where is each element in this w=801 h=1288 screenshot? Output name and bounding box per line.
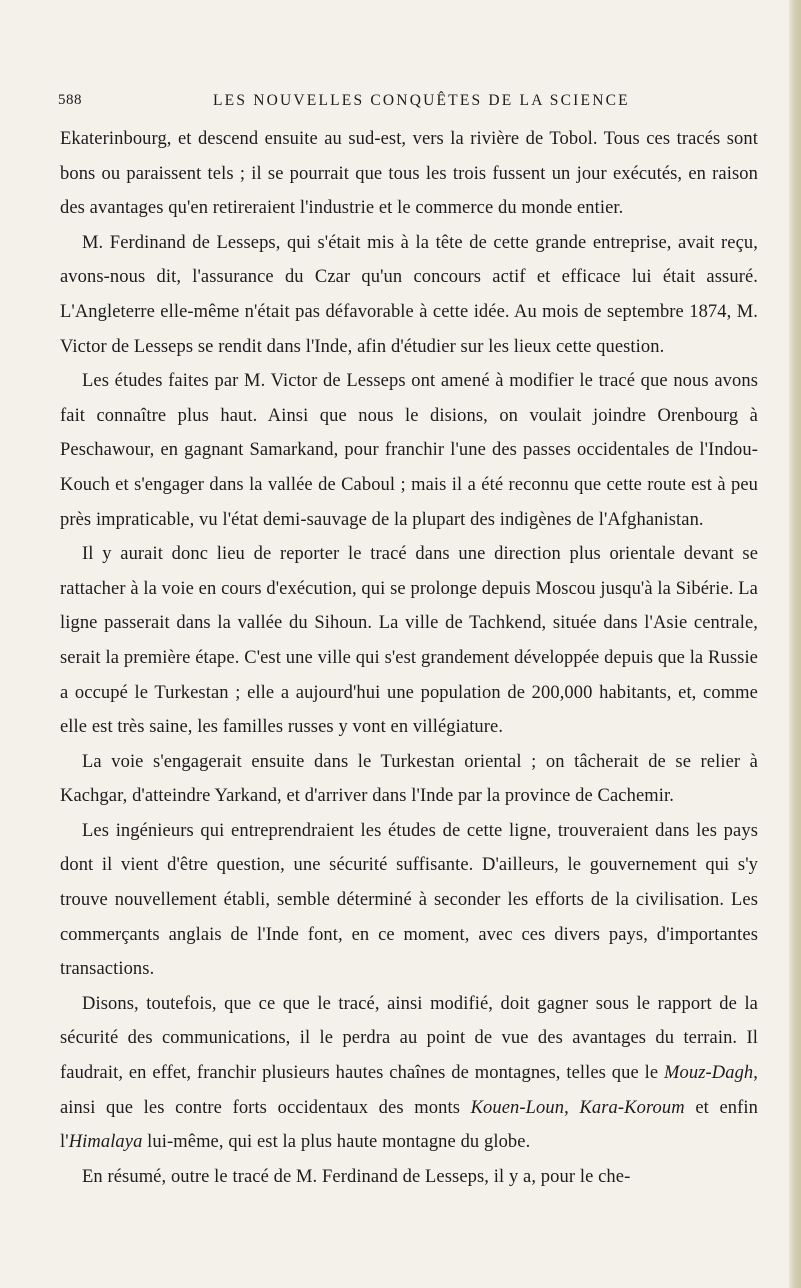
paragraph-1: Ekaterinbourg, et descend ensuite au sud-est, vers la rivière de Tobol. Tous ces tracés sont bons ou paraissent tels ; il se pourrait que tous les trois fussent un jour exécutés, en raison des avantages qu'en retireraient l'industrie et le commerce du monde entier.: [60, 129, 758, 219]
running-title: LES NOUVELLES CONQUÊTES DE LA SCIENCE: [213, 92, 630, 109]
mountain-kouen-loun: Kouen-Loun: [470, 1097, 565, 1118]
paragraph-7: [60, 987, 758, 1160]
paragraph-7-text-b: , ainsi que les contre forts occidentaux des monts: [60, 1063, 758, 1118]
paragraph-7-text-a: Disons, toutefois, que ce que le tracé, ainsi modifié, doit gagner sous le rapport de la sécurité des communications, il le perdra au point de vue des avantages du terrain. Il faudrait, en effet, franchir plusieurs hautes chaînes de montagnes, telles que le: [60, 993, 758, 1084]
page-number: 588: [58, 92, 82, 108]
paragraph-7-text-e: lui-même, qui est la plus haute montagne du globe.: [142, 1132, 531, 1153]
paragraph-6: Les ingénieurs qui entreprendraient les études de cette ligne, trouveraient dans les pays dont il vient d'être question, une sécurité suffisante. D'ailleurs, le gouvernement qui s'y trouve nouvellement établi, semble déterminé à seconder les efforts de la civilisation. Les commerçants anglais de l'Inde font, en ce moment, avec ces divers pays, d'importantes transactions.: [60, 820, 758, 980]
paragraph-8: En résumé, outre le tracé de M. Ferdinand de Lesseps, il y a, pour le che-: [82, 1166, 631, 1187]
page-header: [58, 80, 758, 116]
paragraph-7-text-d: et enfin l': [60, 1097, 759, 1153]
page-edge-shadow: [789, 0, 801, 1288]
mountain-mouz-dagh: Mouz-Dagh: [663, 1063, 754, 1084]
mountain-himalaya: Himalaya: [68, 1132, 143, 1153]
paragraph-7-text-c: ,: [564, 1097, 580, 1118]
paragraph-5: La voie s'engagerait ensuite dans le Turkestan oriental ; on tâcherait de se relier à Kachgar, d'atteindre Yarkand, et d'arriver dans l'Inde par la province de Cachemir.: [60, 751, 758, 807]
body-text: [60, 122, 758, 1194]
mountain-kara-koroum: Kara-Koroum: [579, 1097, 685, 1118]
paragraph-3: Les études faites par M. Victor de Lesseps ont amené à modifier le tracé que nous avons fait connaître plus haut. Ainsi que nous le disions, on voulait joindre Orenbourg à Peschawour, en gagnant Samarkand, pour franchir l'une des passes occidentales de l'Indou-Kouch et s'engager dans la vallée de Caboul ; mais il a été reconnu que cette route est à peu près impraticable, vu l'état demi-sauvage de la plupart des indigènes de l'Afghanistan.: [60, 371, 758, 530]
paragraph-4: Il y aurait donc lieu de reporter le tracé dans une direction plus orientale devant se rattacher à la voie en cours d'exécution, qui se prolonge depuis Moscou jusqu'à la Sibérie. La ligne passerait dans la vallée du Sihoun. La ville de Tachkend, située dans l'Asie centrale, serait la première étape. C'est une ville qui s'est grandement développée depuis que la Russie a occupé le Turkestan ; elle a aujourd'hui une population de 200,000 habitants, et, comme elle est très saine, les familles russes y vont en villégiature.: [60, 544, 758, 738]
paragraph-2: M. Ferdinand de Lesseps, qui s'était mis à la tête de cette grande entreprise, avait reçu, avons-nous dit, l'assurance du Czar qu'un concours actif et efficace lui était assuré. L'Angleterre elle-même n'était pas défavorable à cette idée. Au mois de septembre 1874, M. Victor de Lesseps se rendit dans l'Inde, afin d'étudier sur les lieux cette question.: [60, 232, 758, 357]
